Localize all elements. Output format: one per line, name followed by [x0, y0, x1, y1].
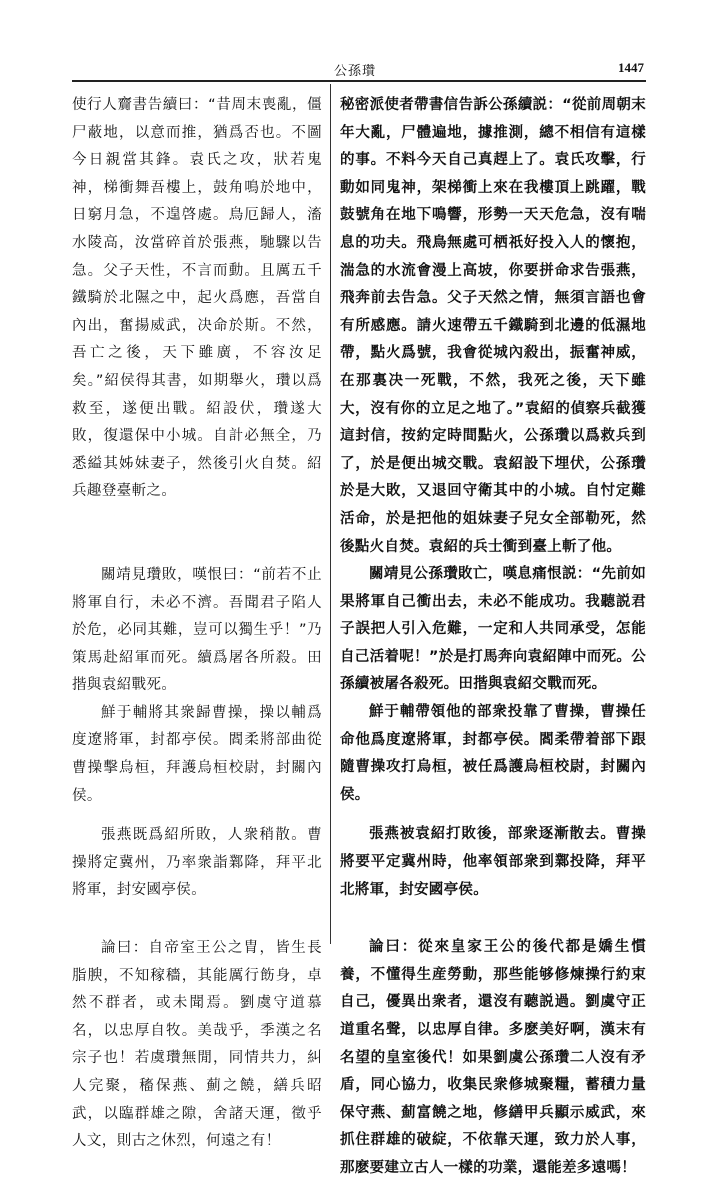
classical-paragraph-4: 張燕既爲紹所敗，人衆稍散。曹操將定冀州，乃率衆詣鄴降，拜平北將軍，封安國亭侯。 [72, 827, 322, 899]
classical-paragraph-3: 鮮于輔將其衆歸曹操，操以輔爲度遼將軍，封都亭侯。閻柔將部曲從曹操擊烏桓，拜護烏桓校尉，封關內侯。 [72, 704, 322, 804]
column-divider [330, 84, 331, 944]
translation-text-column [340, 92, 646, 1183]
translation-paragraph-3: 鮮于輔帶領他的部衆投靠了曹操，曹操任命他爲度遼將軍，封都亭侯。閻柔帶着部下跟隨曹操攻打烏桓，被任爲護烏桓校尉，封關內侯。 [340, 704, 646, 803]
translation-paragraph-1: 秘密派使者帶書信告訴公孫續説：“從前周朝末年大亂，尸體遍地，據推測，總不相信有這樣的事。不料今天自己真趕上了。袁氏攻擊，行動如同鬼神，架梯衝上來在我樓頂上跳躍，戰鼓號角在地下鳴響，形勢一天天危急，沒有喘息的功夫。飛鳥無處可栖祇好投入人的懷抱，湍急的水流會漫上高坡，你要拼命求告張燕，飛奔前去告急。父子天然之情，無須言語也會有所感應。請火速帶五千鐵騎到北邊的低濕地帶，點火爲號，我會從城內殺出，振奮神威，在那裏决一死戰，不然，我死之後，天下雖大，沒有你的立足之地了。”袁紹的偵察兵截獲這封信，按約定時間點火，公孫瓚以爲救兵到了，於是便出城交戰。袁紹設下埋伏，公孫瓚於是大敗，又退回守衛其中的小城。自忖定難活命，於是把他的姐妹妻子兒女全部勒死，然後點火自焚。袁紹的兵士衝到臺上斬了他。 [340, 97, 646, 555]
translation-paragraph-2: 關靖見公孫瓚敗亡，嘆息痛恨説：“先前如果將軍自己衝出去，未必不能成功。我聽説君子誤把人引入危難，一定和人共同承受，怎能自己活着呢！”於是打馬奔向袁紹陣中而死。公孫續被屠各殺死。田揩與袁紹交戰而死。 [340, 566, 646, 693]
header-rule [72, 80, 646, 82]
page-number: 1447 [618, 60, 644, 75]
classical-text-column [72, 92, 322, 1156]
translation-paragraph-5: 論曰：從來皇家王公的後代都是嬌生慣養，不懂得生産勞動，那些能够修煉操行約束自己，優異出衆者，還沒有聽説過。劉虞守正道重名聲，以忠厚自律。多麽美好啊，漢末有名望的皇室後代！如果劉虞公孫瓚二人沒有矛盾，同心協力，收集民衆修城聚糧，蓄積力量保守燕、薊富饒之地，修繕甲兵顯示威武，來抓住群雄的破綻，不依靠天運，致力於人事，那麽要建立古人一樣的功業，還能差多遠嗎！ [340, 939, 646, 1176]
translation-paragraph-4: 張燕被袁紹打敗後，部衆逐漸散去。曹操將要平定冀州時，他率領部衆到鄴投降，拜平北將軍，封安國亭侯。 [340, 826, 646, 898]
classical-paragraph-2: 關靖見瓚敗，嘆恨曰：“前若不止將軍自行，未必不濟。吾聞君子陷人於危，必同其難，豈可以獨生乎！”乃策馬赴紹軍而死。續爲屠各所殺。田揩與袁紹戰死。 [72, 566, 322, 694]
classical-paragraph-1: 使行人齎書告續曰：“昔周末喪亂，僵尸蔽地，以意而推，猶爲否也。不圖今日親當其鋒。袁氏之攻，狀若鬼神，梯衝舞吾樓上，鼓角鳴於地中，日窮月急，不遑啓處。鳥厄歸人，滀水陵高，汝當碎首於張燕，馳驟以告急。父子天性，不言而動。且厲五千鐵騎於北隰之中，起火爲應，吾當自內出，奮揚威武，决命於斯。不然，吾亡之後，天下雖廣，不容汝足矣。”紹侯得其書，如期舉火，瓚以爲救至，遂便出戰。紹設伏，瓚遂大敗，復還保中小城。自計必無全，乃悉縊其姊妹妻子，然後引火自焚。紹兵趣登臺斬之。 [72, 97, 322, 500]
running-title: 公孫瓚 [334, 64, 377, 79]
classical-paragraph-5: 論曰：自帝室王公之胄，皆生長脂腴，不知稼穡，其能厲行飭身，卓然不群者，或未聞焉。劉虞守道慕名，以忠厚自牧。美哉乎，季漢之名宗子也！若虞瓚無閒，同情共力，糾人完聚，稸保燕、薊之饒，繕兵昭武，以臨群雄之隙，舍諸天運，徵乎人文，則古之休烈，何遠之有！ [72, 940, 322, 1150]
page-header [72, 58, 644, 80]
